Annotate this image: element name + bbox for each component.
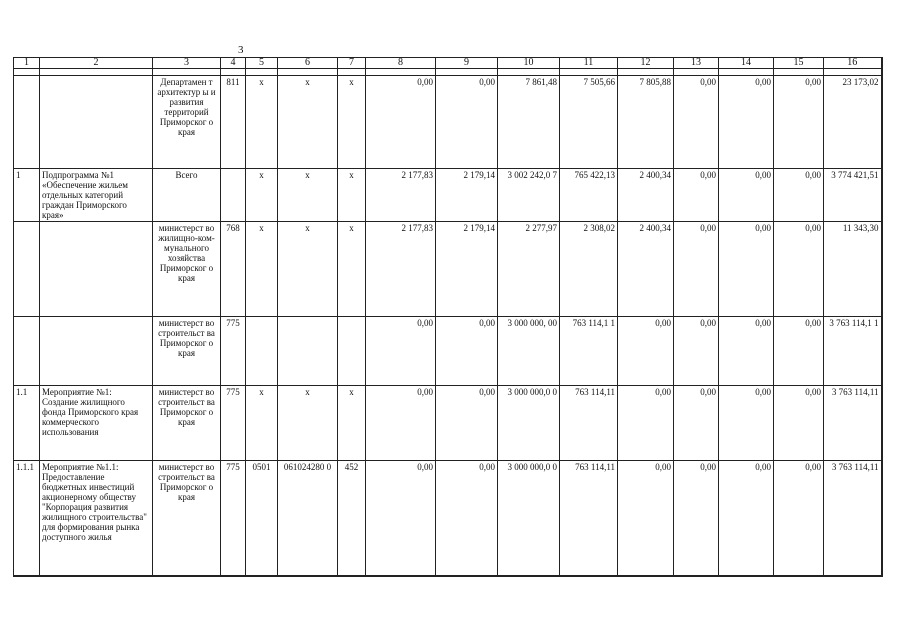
table-cell (221, 169, 246, 222)
table-cell: x (246, 222, 278, 317)
table-cell: Подпрограмма №1 «Обеспечение жильем отдельных категорий граждан Приморского края» (40, 169, 153, 222)
table-cell (40, 222, 153, 317)
table-cell: 0,00 (719, 386, 774, 461)
table-cell (338, 317, 366, 386)
table-cell: 2 179,14 (436, 169, 498, 222)
table-cell: 3 000 000,0 0 (498, 461, 560, 577)
table-cell: 3 000 000,0 0 (498, 386, 560, 461)
table-cell: 0,00 (366, 386, 436, 461)
table-cell: 0,00 (719, 222, 774, 317)
table-cell (278, 317, 338, 386)
table-cell: 0,00 (774, 386, 824, 461)
table-cell: 0,00 (436, 317, 498, 386)
table-cell: 763 114,11 (560, 386, 618, 461)
table-cell: x (278, 222, 338, 317)
table-cell: 0,00 (674, 169, 719, 222)
table-cell: 7 805,88 (618, 76, 674, 169)
table-cell: 0,00 (774, 222, 824, 317)
table-cell: 763 114,11 (560, 461, 618, 577)
header-cell: 9 (436, 58, 498, 69)
table-cell: 763 114,1 1 (560, 317, 618, 386)
table-cell: x (246, 386, 278, 461)
table-cell: 0,00 (674, 76, 719, 169)
table-cell: x (246, 76, 278, 169)
table-cell: 3 763 114,11 (824, 461, 882, 577)
table-cell: 0,00 (618, 317, 674, 386)
header-cell: 14 (719, 58, 774, 69)
table-cell: Мероприятие №1: Создание жилищного фонда Приморского края коммерческого использования (40, 386, 153, 461)
header-cell: 16 (824, 58, 882, 69)
table-cell: 2 277,97 (498, 222, 560, 317)
table-cell: 7 861,48 (498, 76, 560, 169)
table-row (14, 169, 882, 222)
table-cell: 775 (221, 317, 246, 386)
header-cell: 11 (560, 58, 618, 69)
table-cell (246, 317, 278, 386)
table-cell: 0,00 (674, 222, 719, 317)
table-cell: 0,00 (366, 76, 436, 169)
table-cell: Мероприятие №1.1: Предоставление бюджетных инвестиций акционерному обществу "Корпорация развития жилищного строительства" для формирования рынка доступного жилья (40, 461, 153, 577)
table-cell: 0,00 (618, 461, 674, 577)
header-row (14, 58, 882, 69)
table-cell: 7 505,66 (560, 76, 618, 169)
table-cell: 0,00 (674, 461, 719, 577)
table-cell: 0,00 (674, 386, 719, 461)
table-cell (14, 317, 40, 386)
table-cell: 1.1 (14, 386, 40, 461)
table-cell: 811 (221, 76, 246, 169)
table-cell: Департамен т архитектур ы и развития территорий Приморског о края (153, 76, 221, 169)
table-cell: x (338, 386, 366, 461)
table-row (14, 222, 882, 317)
table-cell: 23 173,02 (824, 76, 882, 169)
table-cell: 0,00 (719, 461, 774, 577)
table-cell: 0,00 (719, 76, 774, 169)
table-cell: 3 774 421,51 (824, 169, 882, 222)
table-cell: x (278, 386, 338, 461)
header-cell: 4 (221, 58, 246, 69)
table-cell: 061024280 0 (278, 461, 338, 577)
table-cell: министерст во строительст ва Приморског о края (153, 461, 221, 577)
budget-table (13, 57, 883, 577)
table-cell: 775 (221, 386, 246, 461)
table-cell: 0,00 (366, 461, 436, 577)
header-cell: 1 (14, 58, 40, 69)
table-cell: министерст во строительст ва Приморског о края (153, 386, 221, 461)
table-cell (40, 317, 153, 386)
table-cell: 0,00 (774, 76, 824, 169)
header-cell: 6 (278, 58, 338, 69)
table-row (14, 76, 882, 169)
header-cell: 13 (674, 58, 719, 69)
table-cell: 768 (221, 222, 246, 317)
table-cell: министерст во строительст ва Приморског о края (153, 317, 221, 386)
table-cell: Всего (153, 169, 221, 222)
header-cell: 2 (40, 58, 153, 69)
table-cell (40, 76, 153, 169)
table-cell: 0,00 (719, 169, 774, 222)
table-cell: 2 400,34 (618, 169, 674, 222)
table-cell: 0,00 (719, 317, 774, 386)
table-cell: 11 343,30 (824, 222, 882, 317)
table-cell: 2 177,83 (366, 222, 436, 317)
table-cell: 0,00 (774, 317, 824, 386)
table-cell: 2 400,34 (618, 222, 674, 317)
table-cell: 0,00 (774, 169, 824, 222)
table-cell: 0,00 (618, 386, 674, 461)
header-cell: 3 (153, 58, 221, 69)
header-cell: 7 (338, 58, 366, 69)
table-cell: 3 763 114,11 (824, 386, 882, 461)
table-cell: x (338, 222, 366, 317)
table-cell: 0,00 (436, 76, 498, 169)
header-cell: 8 (366, 58, 436, 69)
header-cell: 12 (618, 58, 674, 69)
table-cell: 0501 (246, 461, 278, 577)
table-cell: 0,00 (774, 461, 824, 577)
table-cell: x (278, 169, 338, 222)
table-cell: 3 000 000, 00 (498, 317, 560, 386)
table-cell: x (338, 169, 366, 222)
table-cell: министерст во жилищно-ком-мунального хозяйства Приморског о края (153, 222, 221, 317)
table-row (14, 461, 882, 577)
table-cell: 0,00 (674, 317, 719, 386)
table-cell: 2 308,02 (560, 222, 618, 317)
header-cell: 5 (246, 58, 278, 69)
table-cell: 2 179,14 (436, 222, 498, 317)
table-cell: x (338, 76, 366, 169)
table-cell: x (278, 76, 338, 169)
table-row (14, 386, 882, 461)
table-cell: 1.1.1 (14, 461, 40, 577)
table-cell: 3 763 114,1 1 (824, 317, 882, 386)
table-cell: 765 422,13 (560, 169, 618, 222)
header-cell: 10 (498, 58, 560, 69)
table-cell: 1 (14, 169, 40, 222)
table-cell: 0,00 (366, 317, 436, 386)
table-cell (14, 222, 40, 317)
table-row (14, 317, 882, 386)
table-cell: 0,00 (436, 386, 498, 461)
table-cell: 0,00 (436, 461, 498, 577)
spacer-row (14, 69, 882, 76)
header-cell: 15 (774, 58, 824, 69)
table-cell (14, 76, 40, 169)
table-cell: 775 (221, 461, 246, 577)
table-cell: x (246, 169, 278, 222)
table-cell: 452 (338, 461, 366, 577)
table-cell: 3 002 242,0 7 (498, 169, 560, 222)
table-cell: 2 177,83 (366, 169, 436, 222)
page-number: 3 (238, 44, 244, 56)
